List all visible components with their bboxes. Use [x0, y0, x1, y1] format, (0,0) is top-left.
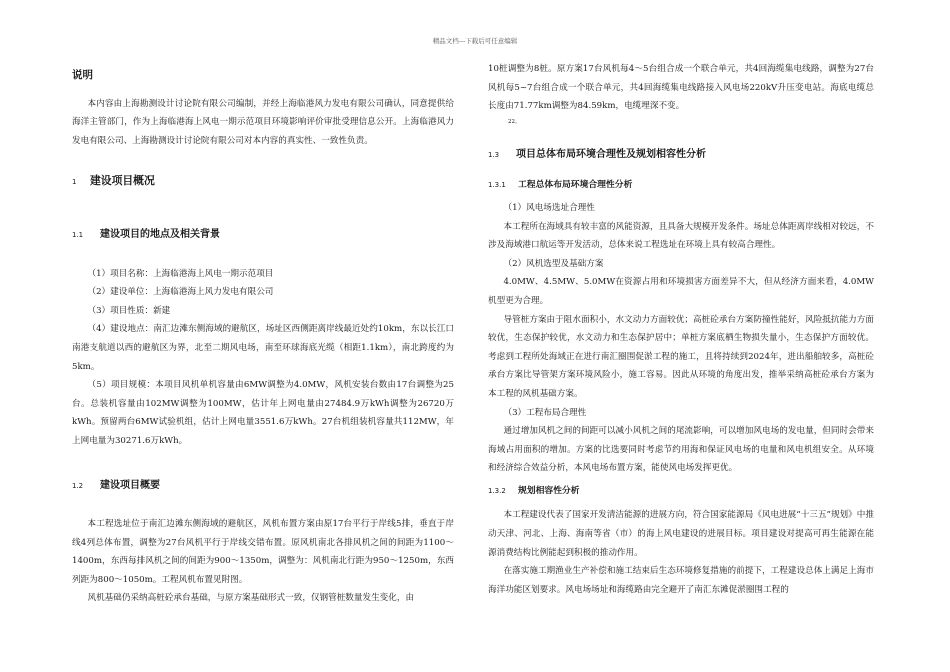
section-1-2-number: 1.2 [72, 481, 84, 490]
foundation-scheme-text: 导管桩方案由于阻水面积小，水文动力方面较优；高桩砼承台方案防撞性能好，风险抵抗能力方面较优，生态保护较优，水文动力和生态保护居中；单桩方案底栖生物损失量小，生态保护方面较优。考虑到工程所处海域正在进行南汇圈围促淤工程的施工，且将持续到2024年，进出船舶较多，高桩砼承台方案比导管架方案环境风险小，施工容易。因此从环境的角度出发，推举采纳高桩砼承台方案为本工程的风机基础方案。 [488, 314, 874, 399]
section-1-1-number: 1.1 [72, 230, 84, 239]
subheading-turbine-foundation: （2）风机选型及基础方案 [503, 258, 604, 269]
turbine-model-text: 4.0MW、4.5MW、5.0MW在资源占用和环境损害方面差异不大，但从经济方面来看，4.0MW机型更为合理。 [488, 277, 874, 306]
project-items [72, 265, 454, 451]
section-1-3-2-title: 规划相容性分析 [518, 485, 580, 496]
footnote-marker: 22。 [508, 118, 521, 125]
note-paragraph: 本内容由上海勘测设计讨论院有限公司编制，并经上海临港风力发电有限公司确认，同意提供给海洋主管部门，作为上海临港海上风电一期示范项目环境影响评价审批受理信息公开。上海临港风力发电有限公司、上海勘测设计讨论院有限公司对本内容的真实性、一致性负责。 [72, 98, 454, 146]
section-1-3-heading [488, 146, 874, 165]
section-1-heading [72, 172, 454, 192]
layout-text: 通过增加风机之间的间距可以减小风机之间的尾流影响，可以增加风电场的发电量，但同时会带来海域占用面积的增加。方案的比选要同时考虑节约用海和保证风电场的电量和风电机组安全。从环境和经济综合效益分析，本风电场布置方案，能使风电场发挥更优。 [488, 426, 874, 474]
planning-text-1: 本工程建设代表了国家开发清洁能源的进展方向，符合国家能源局《风电进展“十三五”规划》中推动天津、河北、上海、海南等省（市）的海上风电建设的进展目标。项目建设对提高可再生能源在能源消费结构比例能起到积极的推动作用。 [488, 510, 874, 558]
right-column [488, 60, 874, 599]
project-item-scale: （5）项目规模：本项目风机单机容量由6MW调整为4.0MW，风机安装台数由17台调整为25台。总装机容量由102MW调整为100MW，估计年上网电量由27484.9万kWh调整为26720万kWh。预留两台6MW试验机组，估计上网电量3551.6万kWh。27台机组装机容量共112MW，年上网电量为30271.6万kWh。 [72, 380, 454, 446]
section-1-3-number: 1.3 [488, 150, 500, 159]
project-item-name: （1）项目名称：上海临港海上风电一期示范项目 [87, 268, 274, 279]
section-1-2-heading [72, 477, 454, 496]
page-header: 精品文档---下载后可任意编辑 [432, 37, 518, 45]
section-1-3-1-number: 1.3.1 [488, 181, 506, 190]
section-1-title: 建设项目概况 [90, 174, 155, 188]
section-1-3-1-heading [488, 176, 874, 195]
planning-text-2: 在落实施工期渔业生产补偿和施工结束后生态环境修复措施的前提下，工程建设总体上满足上海市海洋功能区划要求。风电场场址和海缆路由完全避开了南汇东滩促淤圈围工程的 [488, 566, 874, 595]
section-1-number: 1 [72, 178, 77, 187]
site-selection-text: 本工程所在海域具有较丰富的风能资源，且具备大规模开发条件。场址总体距离岸线相对较远，不涉及海域港口航运等开发活动，总体来说工程选址在环境上具有较高合理性。 [488, 221, 874, 251]
section-1-2-title: 建设项目概要 [100, 479, 160, 491]
overview-paragraph-2: 风机基础仍采纳高桩砼承台基础，与原方案基础形式一致，仅钢管桩数量发生变化，由 [87, 593, 415, 604]
project-item-location: （4）建设地点：南汇边滩东侧海域的避航区，场址区西侧距离岸线最近处约10km，东以长江口南港支航道以西的避航区为界，北至二期风电场，南至环球海底光缆（相距1.1km），南北跨度约为5km。 [72, 324, 454, 372]
section-1-3-2-number: 1.3.2 [488, 486, 506, 495]
overview-paragraph-1: 本工程选址位于南汇边滩东侧海域的避航区，风机布置方案由原17台平行于岸线5排，垂直于岸线4列总体布置，调整为27台风机平行于岸线交错布置。原风机南北各排风机之间的间距为1100～1400m，东西每排风机之间的间距为900～1350m，调整为：风机南北行距为950～1250m，东西列距为800～1050m。工程风机布置见附图。 [72, 519, 454, 585]
left-column [72, 60, 454, 608]
subheading-layout: （3）工程布局合理性 [503, 407, 587, 418]
note-title: 说明 [72, 69, 93, 81]
section-1-1-heading [72, 226, 454, 245]
continued-paragraph: 10桩调整为8桩。原方案17台风机每4～5台组合成一个联合单元，共4回海缆集电线路，调整为27台风机每5~7台组合成一个联合单元，共4回海缆集电线路接入风电场220kV升压变电站。海底电缆总长度由71.77km调整为84.59km，电缆埋深不变。 [488, 64, 874, 112]
subheading-site-selection: （1）风电场选址合理性 [503, 202, 595, 213]
section-1-3-1-title: 工程总体布局环境合理性分析 [518, 180, 633, 191]
section-1-1-title: 建设项目的地点及相关背景 [100, 228, 220, 240]
section-1-3-title: 项目总体布局环境合理性及规划相容性分析 [516, 148, 706, 160]
section-1-3-2-heading [488, 482, 874, 501]
project-item-owner: （2）建设单位：上海临港海上风力发电有限公司 [87, 287, 274, 298]
project-item-nature: （3）项目性质：新建 [87, 305, 171, 316]
